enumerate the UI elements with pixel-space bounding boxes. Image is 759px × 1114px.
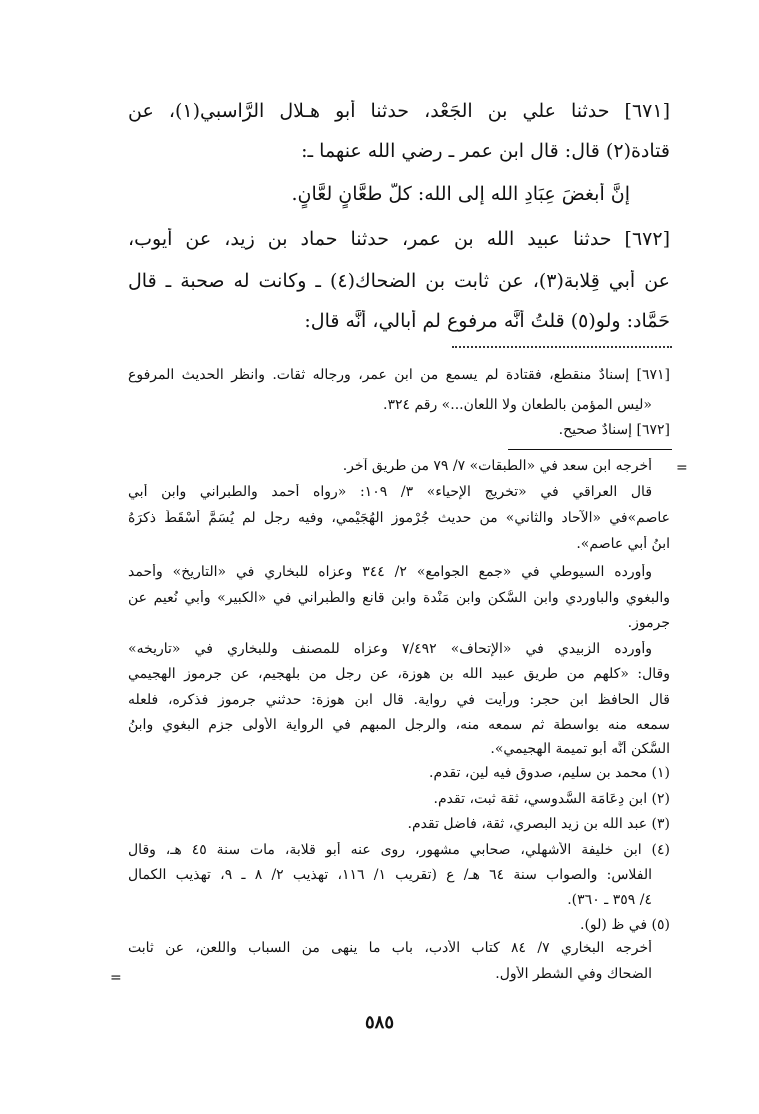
footnote-5: (٥) في ظ (لو).	[580, 917, 670, 933]
takhrij-line-4: ابنُ أبي عاصم».	[576, 536, 670, 552]
note-671-line-1: [٦٧١] إسنادٌ منقطع، فقتادة لم يسمع من ابن عمر، ورجاله ثقات. وانظر الحديث المرفوع	[128, 367, 670, 383]
continuation-mark-top: =	[676, 460, 688, 476]
takhrij-line-11: سمعه منه بواسطة ثم سمعه منه، والرجل المبهم في الرواية الأولى جزم البغوي وابنُ	[128, 717, 670, 733]
footnote-5-takhrij-line-2: الضحاك وفي الشطر الأول.	[495, 966, 652, 982]
note-672: [٦٧٢] إسنادٌ صحيح.	[558, 422, 670, 438]
takhrij-line-3: عاصم»في «الآحاد والثاني» من حديث جُرْموز الهُجَيْمي، وفيه رجل لم يُسَمَّ أَسْقَطَ ذكرَهُ	[128, 510, 670, 526]
hadith-671-line-2: قتادة(٢) قال: قال ابن عمر ـ رضي الله عنهما ـ:	[301, 140, 670, 162]
hadith-671-line-1: [٦٧١] حدثنا علي بن الجَعْد، حدثنا أبو هـلال الرَّاسبي(١)، عن	[128, 100, 670, 122]
footnote-4-line-1: (٤) ابن خليفة الأشهلي، صحابي مشهور، روى عنه أبو قلابة، مات سنة ٤٥ هـ، وقال	[128, 842, 670, 858]
footnote-1: (١) محمد بن سليم، صدوق فيه لين، تقدم.	[429, 765, 670, 781]
continuation-mark-bottom: =	[110, 970, 122, 986]
footnote-4-line-3: ٤/ ٣٥٩ ـ ٣٦٠).	[567, 892, 652, 908]
takhrij-line-12: السُّكن أنَّه أبو تميمة الهجيمي».	[490, 741, 670, 757]
takhrij-line-2: قال العراقي في «تخريج الإحياء» ٣/ ١٠٩: «رواه أحمد والطبراني وابن أبي	[128, 484, 652, 500]
takhrij-line-9: وقال: «كلهم من طريق عبيد الله بن هوزة، عن رجل من بلهجيم، عن جرموز الهجيمي	[128, 666, 670, 682]
takhrij-line-7: جرموز.	[627, 615, 670, 631]
notes-rule	[508, 449, 672, 450]
note-671-line-2: «ليس المؤمن بالطعان ولا اللعان...» رقم ٣٢٤.	[383, 397, 652, 413]
footnote-4-line-2: الفلاس: والصواب سنة ٦٤ هـ/ ع (تقريب ١/ ١١٦، تهذيب ٢/ ٨ ـ ٩، تهذيب الكمال	[128, 867, 652, 883]
takhrij-line-1: أخرجه ابن سعد في «الطبقات» ٧/ ٧٩ من طريق آخر.	[342, 458, 652, 474]
footnote-3: (٣) عبد الله بن زيد البصري، ثقة، فاضل تقدم.	[407, 816, 670, 832]
takhrij-line-8: وأورده الزبيدي في «الإتحاف» ٧/٤٩٢ وعزاه للمصنف وللبخاري في «تاريخه»	[128, 641, 652, 657]
takhrij-line-6: والبغوي والباوردي وابن السُّكن وابن مَنْدة وابن قانع والطَّبراني في «الكبير» وأبي نُعيم عن	[128, 590, 670, 606]
takhrij-line-5: وأورده السيوطي في «جمع الجوامع» ٢/ ٣٤٤ وعزاه للبخاري في «التاريخ» وأحمد	[128, 564, 652, 580]
hadith-672-line-2: عن أبي قِلابة(٣)، عن ثابت بن الضحاك(٤) ـ وكانت له صحبة ـ قال	[128, 270, 670, 292]
footnote-5-takhrij-line-1: أخرجه البخاري ٧/ ٨٤ كتاب الأدب، باب ما ينهى من السباب واللعن، عن ثابت	[128, 940, 652, 956]
footnote-2: (٢) ابن دِعَامَة السَّدوسي، ثقة ثبت، تقدم.	[433, 791, 670, 807]
page-number: ٥٨٥	[364, 1012, 394, 1033]
takhrij-line-10: قال الحافظ ابن حجر: ورأيت في رواية. قال ابن هوزة: حدثني جرموز فذكره، فلعله	[128, 692, 670, 708]
separator-dots	[452, 346, 672, 348]
hadith-671-matn: إنَّ أبغضَ عِبَادِ الله إلى الله: كلُّ طعَّانٍ لعَّانٍ.	[291, 183, 630, 205]
hadith-672-line-1: [٦٧٢] حدثنا عبيد الله بن عمر، حدثنا حماد بن زيد، عن أيوب،	[128, 228, 670, 250]
hadith-672-line-3: حَمَّاد: ولو(٥) قلتُ أنَّه مرفوع لم أُبالي، أنَّه قال:	[304, 310, 670, 332]
